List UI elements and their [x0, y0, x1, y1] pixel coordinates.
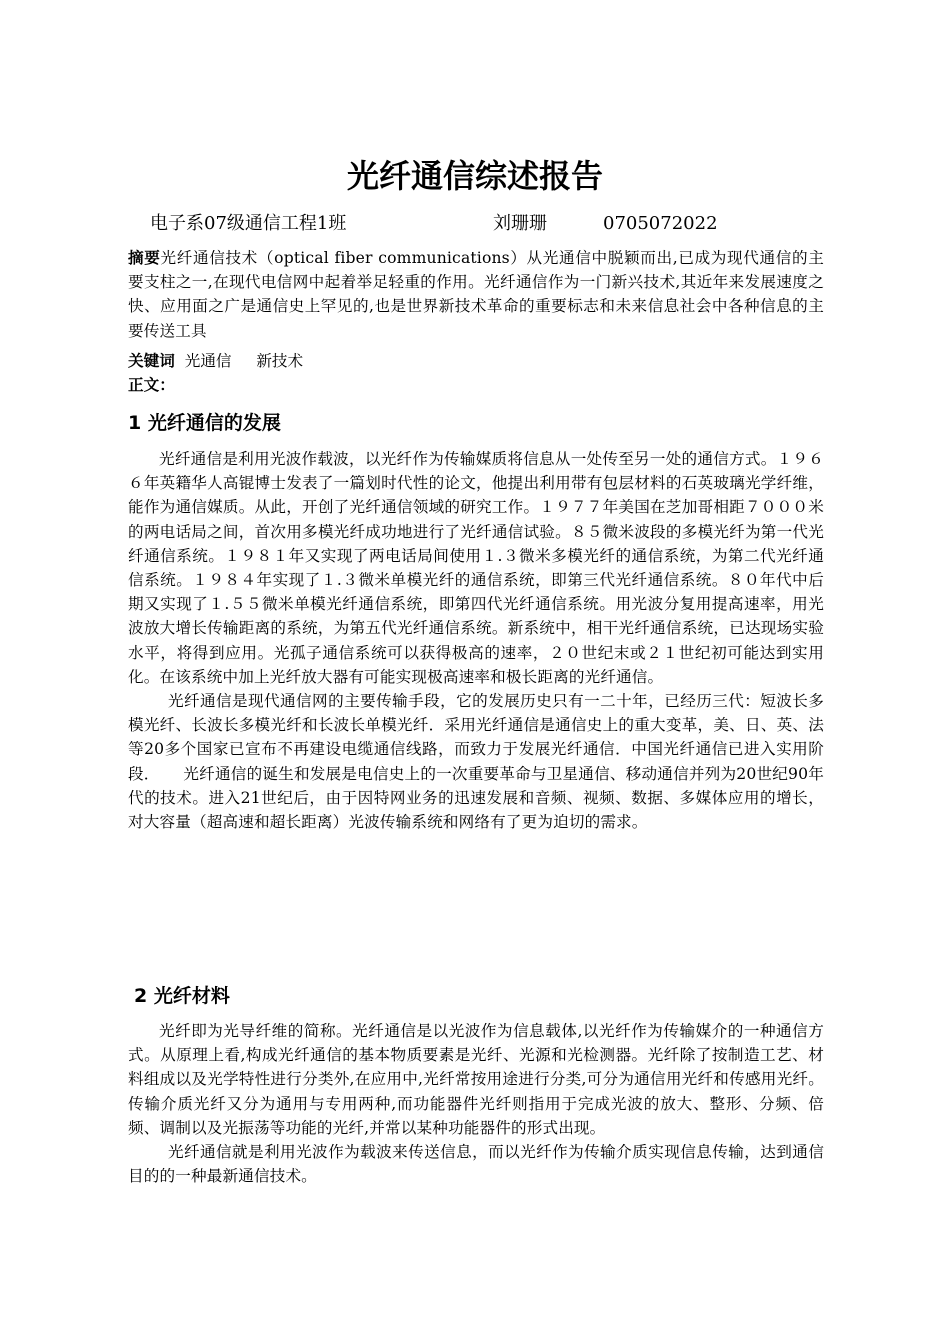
author-department: 电子系07级通信工程1班 [150, 213, 347, 234]
body-paragraph: 光纤通信是现代通信网的主要传输手段，它的发展历史只有一二十年，已经历三代：短波长多模光纤、长波长多模光纤和长波长单模光纤．采用光纤通信是通信史上的重大变革，美、日、英、法等20多个国家已宣布不再建设电缆通信线路，而致力于发展光纤通信．中国光纤通信已进入实用阶段． 光纤通信的诞生和发展是电信史上的一次重要革命与卫星通信、移动通信并列为20世纪90年代的技术。进入21世纪后，由于因特网业务的迅速发展和音频、视频、数据、多媒体应用的增长，对大容量（超高速和超长距离）光波传输系统和网络有了更为迫切的需求。 [128, 692, 824, 832]
document-title: 光纤通信综述报告 [346, 157, 603, 195]
author-name: 刘珊珊 [493, 213, 547, 234]
keyword-item: 新技术 [256, 352, 304, 370]
author-student-id: 0705072022 [603, 213, 718, 234]
abstract-text: 光纤通信技术（optical fiber communications）从光通信中脱颖而出,已成为现代通信的主要支柱之一,在现代电信网中起着举足轻重的作用。光纤通信作为一门新兴技术,其近年来发展速度之快、应用面之广是通信史上罕见的,也是世界新技术革命的重要标志和未来信息社会中各种信息的主要传送工具 [128, 249, 824, 340]
keyword-item: 光通信 [184, 352, 232, 370]
body-label: 正文： [128, 376, 175, 394]
section-1-body [128, 447, 824, 834]
body-paragraph: 光纤通信就是利用光波作为载波来传送信息，而以光纤作为传输介质实现信息传输，达到通信目的的一种最新通信技术。 [128, 1143, 824, 1186]
abstract-label: 摘要 [128, 248, 161, 267]
section-2-body [128, 1019, 824, 1188]
section-1 [128, 409, 824, 437]
section-heading: 2 光纤材料 [134, 985, 230, 1007]
body-paragraph: 光纤即为光导纤维的简称。光纤通信是以光波作为信息载体,以光纤作为传输媒介的一种通信方式。从原理上看,构成光纤通信的基本物质要素是光纤、光源和光检测器。光纤除了按制造工艺、材料组成以及光学特性进行分类外,在应用中,光纤常按用途进行分类,可分为通信用光纤和传感用光纤。传输介质光纤又分为通用与专用两种,而功能器件光纤则指用于完成光波的放大、整形、分频、倍频、调制以及光振荡等功能的光纤,并常以某种功能器件的形式出现。 [128, 1022, 824, 1137]
section-2 [128, 982, 824, 1010]
section-heading: 1 光纤通信的发展 [128, 412, 281, 434]
author-line [150, 210, 718, 238]
abstract-block [128, 246, 824, 343]
keywords-label: 关键词 [128, 351, 175, 370]
keywords-line [128, 349, 824, 373]
body-paragraph: 光纤通信是利用光波作载波，以光纤作为传输媒质将信息从一处传至另一处的通信方式。１９６６年英籍华人高锟博士发表了一篇划时代性的论文，他提出利用带有包层材料的石英玻璃光学纤维，能作为通信媒质。从此，开创了光纤通信领域的研究工作。１９７７年美国在芝加哥相距７０００米的两电话局之间，首次用多模光纤成功地进行了光纤通信试验。８５微米波段的多模光纤为第一代光纤通信系统。１９８１年又实现了两电话局间使用１.３微米多模光纤的通信系统，为第二代光纤通信系统。１９８４年实现了１.３微米单模光纤的通信系统，即第三代光纤通信系统。８０年代中后期又实现了１.５５微米单模光纤通信系统，即第四代光纤通信系统。用光波分复用提高速率，用光波放大增长传输距离的系统，为第五代光纤通信系统。新系统中，相干光纤通信系统，已达现场实验水平，将得到应用。光孤子通信系统可以获得极高的速率，２０世纪末或２１世纪初可能达到实用化。在该系统中加上光纤放大器有可能实现极高速率和极长距离的光纤通信。 [128, 450, 824, 686]
abstract-paragraph [128, 246, 824, 343]
